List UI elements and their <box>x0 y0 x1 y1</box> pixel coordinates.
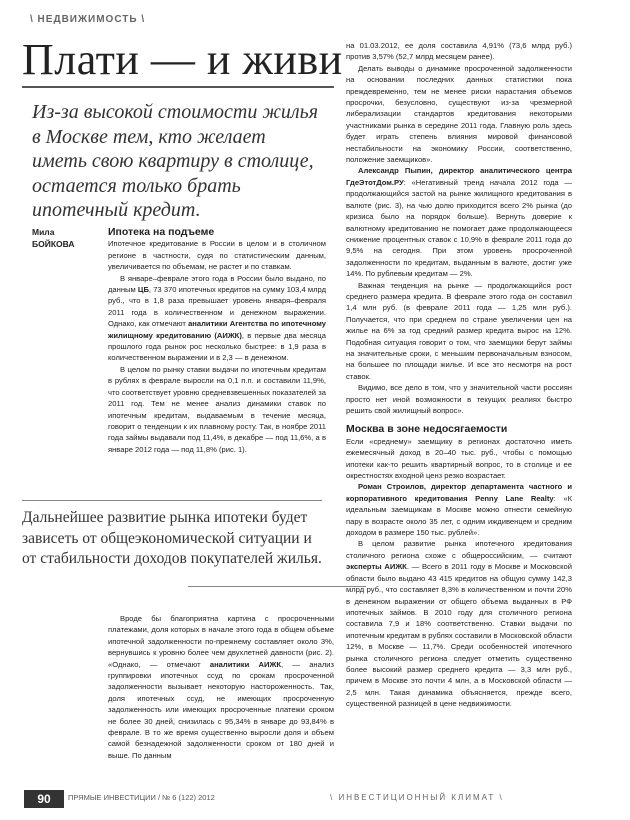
left-column-lower <box>108 613 334 761</box>
paragraph: Ипотечное кредитование в России в целом и в столичном регионе в частности, судя по статистическим данным, увеличивается по объемам, не растет и по ставкам. <box>108 239 326 272</box>
rubric: \ НЕДВИЖИМОСТЬ \ <box>30 14 146 25</box>
quote-rule-top <box>22 500 322 501</box>
paragraph: Александр Пыпин, директор аналитического центра ГдеЭтотДом.РУ: «Негативный тренд начала 2012 года — продолжающийся застой на рынке жилищного кредитования в валюте (рис. 3), на чью долю приходится всего 2% рынка (до кризиса было на порядок больше). Вернуть доверие к валютному кредитованию не помогает даже продолжающееся снижение процентных ставок с 10,9% в феврале 2011 года до 9,5% на сегодня. При этом уровень просроченной задолженности по кредитам, выданным в валюте, достиг уже 14%. По рублевым кредитам — 2%. <box>346 166 572 279</box>
pull-quote-text: Дальнейшее развитие рынка ипотеки будет зависеть от общеэкономической ситуации и от стабильности доходов покупателей жилья. <box>22 509 322 567</box>
paragraph: Видимо, все дело в том, что у значительной части россиян просто нет иной возможности в текущих реалиях быстро решить свой жилищный вопрос». <box>346 383 572 415</box>
paragraph: Роман Строилов, директор департамента частного и корпоративного кредитования Penny Lane Realty: «К идеальным заемщикам в Москве можно отнести семейную пару в возрасте около 35 лет, с одним иждивенцем и средним доходом в размере 150 тыс. рублей». <box>346 482 572 538</box>
section-heading-moscow: Москва в зоне недосягаемости <box>346 423 508 436</box>
journal-info: ПРЯМЫЕ ИНВЕСТИЦИИ / № 6 (122) 2012 <box>68 793 215 802</box>
article-lead: Из-за высокой стоимости жилья в Москве тем, кто желает иметь свою квартиру в столице, остается только брать ипотечный кредит. <box>32 101 319 221</box>
paragraph: на 01.03.2012, ее доля составила 4,91% (73,6 млрд руб.) против 3,57% (52,7 млрд месяцем ранее). <box>346 41 572 62</box>
author <box>32 226 74 250</box>
quote-rule-bottom <box>188 586 366 587</box>
section-heading-mortgage: Ипотека на подъеме <box>108 226 215 238</box>
title-rule <box>22 86 334 88</box>
paragraph: Делать выводы о динамике просроченной задолженности на основании последних данных статистики пока преждевременно, тем не менее риски нарастания объемов просрочки, безусловно, существуют из-за чрезмерной либерализации стандартов кредитования некоторыми участниками рынка в середине 2011 года. Главную роль здесь будет играть степень влияния мировой финансовой нестабильности на экономику России, соответственно, положение заемщиков». <box>346 63 572 165</box>
pull-quote <box>22 500 326 576</box>
paragraph: Если «среднему» заемщику в регионах достаточно иметь ежемесячный доход в 20–40 тыс. руб., чтобы с помощью ипотеки как-то решить квартирный вопрос, то в столице и ее окрестностях входной ценз резко возрастает. <box>346 436 572 481</box>
left-column-upper <box>108 227 326 455</box>
author-first-name: Мила <box>32 227 55 237</box>
section-name: \ ИНВЕСТИЦИОННЫЙ КЛИМАТ \ <box>330 793 504 802</box>
page-footer <box>0 790 630 814</box>
article-title: Плати — и живи <box>22 35 343 84</box>
paragraph: Вроде бы благоприятна картина с просроченными платежами, доля которых в начале этого года в общем объеме ипотечной задолженности по-прежнему составляет около 3%, вернувшись к уровню более чем двухлетней давности (рис. 2). «Однако, — отмечают аналитики АИЖК, — анализ группировки ипотечных ссуд по срокам просроченной задолженности вызывает некоторую настороженность. Так, доля ипотечных ссуд, не имеющих просроченную задолженность или имеющих просроченные платежи сроком не более 30 дней, снизилась с 95,34% в январе до 93,84% в феврале. В то же время существенно выросли доля и объем самой безнадежной задолженности сроком от 180 дней и выше. По данным <box>108 614 335 760</box>
paragraph: Важная тенденция на рынке — продолжающийся рост среднего размера кредита. В феврале этого года он составил 1,4 млн руб. (в феврале 2011 года — 1,25 млн руб.). Получается, что при среднем по стране увеличении цен на жилье на 6% за год средний размер кредита вырос на 12%. Подобная ситуация говорит о том, что заемщики берут займы на значительные сроки, с меньшим первоначальным взносом, на большее по площади жилье. И все это несмотря на рост ставок. <box>346 280 572 381</box>
paragraph: В целом по рынку ставки выдачи по ипотечным кредитам в рублях в феврале выросли на 0,1 п.п. и составили 11,9%, что соответствует уровню средневзвешенных показателей за 2011 год. Тем не менее анализ динамики ставок по ипотечным кредитам, выдаваемым в течение месяца, говорит о тенденции к их плавному росту. Так, в ноябре 2011 года займы выдавали под 11,4%, в декабре — под 11,6%, а в январе 2012 года — под 11,8% (рис. 1). <box>108 364 326 454</box>
paragraph: В целом развитие рынка ипотечного кредитования столичного региона схоже с общероссийским, — считают эксперты АИЖК. — Всего в 2011 году в Москве и Московской области было выдано 43 415 кредитов на общую сумму 142,3 млрд руб., что составляет 8,3% в количественном и почти 20% в денежном выражении от общего объема выданных в РФ ипотечных займов. В 2010 году для столичного региона составила 7,9 и 18% соответственно. Ставки выдачи по ипотечным кредитам в рублях составили в Московской области 12%, в Москве — 11,7%. Среди особенностей ипотечного рынка столичного региона следует отметить существенно более высокий размер среднего кредита — 3,3 млн руб., причем в Москве это почти 4 млн, а в Московской области — 2,5 млн. Такая динамика объясняется, прежде всего, существенной разницей в цене недвижимости. <box>346 539 572 709</box>
author-last-name: БОЙКОВА <box>32 239 75 249</box>
page-number: 90 <box>24 790 64 808</box>
paragraph: В январе–феврале этого года в России было выдано, по данным ЦБ, 73 370 ипотечных кредитов на сумму 103,4 млрд руб., что в 1,8 раза превышает уровень января–февраля 2011 года в количественном и денежном выражении. Однако, как отмечают аналитики Агентства по ипотечному жилищному кредитованию (АИЖК), в первые два месяца прошлого года рынок рос несколько быстрее: в 1,9 раза в количественном выражении и в 2,3 — в денежном. <box>108 273 326 363</box>
right-column <box>346 40 572 710</box>
